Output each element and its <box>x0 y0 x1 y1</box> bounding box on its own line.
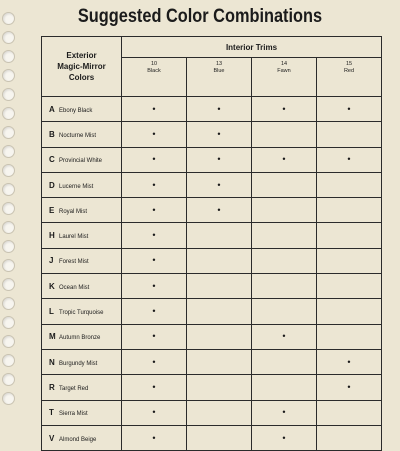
color-name: Ocean Mist <box>59 284 90 291</box>
available-dot: • <box>152 381 156 392</box>
combination-cell <box>122 147 187 172</box>
combination-cell <box>187 248 252 273</box>
available-dot: • <box>152 103 156 114</box>
trim-header <box>317 58 382 97</box>
combination-cell <box>187 349 252 374</box>
combination-cell <box>317 172 382 197</box>
color-code: A <box>49 104 55 114</box>
interior-trims-header: Interior Trims <box>122 37 382 58</box>
combination-cell <box>317 400 382 425</box>
available-dot: • <box>282 103 286 114</box>
color-name: Forest Mist <box>59 259 89 266</box>
trim-number: 14 <box>280 61 288 67</box>
combination-cell <box>252 248 317 273</box>
colors-label: Colors <box>68 73 95 82</box>
color-code: R <box>49 382 55 392</box>
trim-number: 15 <box>345 61 353 67</box>
binder-rings <box>0 0 22 400</box>
available-dot: • <box>347 103 351 114</box>
exterior-color-cell <box>42 324 122 349</box>
available-dot: • <box>217 103 221 114</box>
available-dot: • <box>282 154 286 165</box>
combination-cell <box>317 97 382 122</box>
combination-cell <box>122 375 187 400</box>
binder-hole <box>2 50 15 63</box>
color-code: M <box>49 332 56 342</box>
exterior-color-cell <box>42 274 122 299</box>
color-code: C <box>49 155 55 165</box>
combination-cell <box>252 172 317 197</box>
table-row <box>42 375 382 400</box>
color-code: V <box>49 433 55 443</box>
available-dot: • <box>152 179 156 190</box>
binder-hole <box>2 221 15 234</box>
combination-cell <box>187 198 252 223</box>
exterior-color-cell <box>42 223 122 248</box>
combination-cell <box>252 324 317 349</box>
combination-cell <box>252 299 317 324</box>
combination-cell <box>122 198 187 223</box>
color-combinations-table <box>41 36 382 451</box>
table-row <box>42 223 382 248</box>
available-dot: • <box>217 179 221 190</box>
combination-cell <box>252 425 317 450</box>
available-dot: • <box>347 356 351 367</box>
trim-number: 10 <box>150 61 158 67</box>
combination-cell <box>122 122 187 147</box>
color-name: Laurel Mist <box>59 234 89 241</box>
available-dot: • <box>282 432 286 443</box>
table-row <box>42 349 382 374</box>
combination-cell <box>317 248 382 273</box>
exterior-color-cell <box>42 147 122 172</box>
combination-cell <box>317 375 382 400</box>
available-dot: • <box>152 356 156 367</box>
available-dot: • <box>152 204 156 215</box>
table-row <box>42 172 382 197</box>
binder-hole <box>2 392 15 405</box>
combination-cell <box>122 248 187 273</box>
binder-hole <box>2 31 15 44</box>
table-row <box>42 147 382 172</box>
combination-cell <box>187 274 252 299</box>
available-dot: • <box>152 280 156 291</box>
available-dot: • <box>152 255 156 266</box>
color-code: T <box>49 408 54 418</box>
color-code: L <box>49 307 54 317</box>
magic-mirror-label: Magic-Mirror <box>57 62 106 71</box>
combination-cell <box>317 147 382 172</box>
color-code: B <box>49 129 55 139</box>
combination-cell <box>122 274 187 299</box>
color-name: Nocturne Mist <box>59 132 97 139</box>
color-rows <box>42 97 382 451</box>
trim-header <box>252 58 317 97</box>
exterior-color-cell <box>42 122 122 147</box>
binder-hole <box>2 126 15 139</box>
combination-cell <box>252 400 317 425</box>
combination-cell <box>122 324 187 349</box>
table-row <box>42 97 382 122</box>
exterior-color-cell <box>42 97 122 122</box>
combination-cell <box>187 425 252 450</box>
available-dot: • <box>217 128 221 139</box>
combination-cell <box>252 122 317 147</box>
combination-cell <box>187 299 252 324</box>
table-row <box>42 198 382 223</box>
table-row <box>42 248 382 273</box>
exterior-color-cell <box>42 425 122 450</box>
exterior-color-cell <box>42 198 122 223</box>
color-name: Royal Mist <box>59 208 88 215</box>
combination-cell <box>252 223 317 248</box>
available-dot: • <box>152 331 156 342</box>
color-name: Sierra Mist <box>59 411 88 418</box>
available-dot: • <box>152 128 156 139</box>
combination-cell <box>252 97 317 122</box>
color-name: Lucerne Mist <box>59 183 94 190</box>
trim-header <box>122 58 187 97</box>
exterior-label: Exterior <box>66 51 97 60</box>
binder-hole <box>2 12 15 25</box>
color-name: Tropic Turquoise <box>59 310 104 317</box>
trim-header <box>187 58 252 97</box>
trim-name: Red <box>343 68 355 74</box>
trim-name: Black <box>147 68 161 74</box>
combination-cell <box>317 425 382 450</box>
combination-cell <box>122 349 187 374</box>
binder-hole <box>2 297 15 310</box>
combination-cell <box>187 97 252 122</box>
trim-name: Fawn <box>277 68 291 74</box>
available-dot: • <box>152 154 156 165</box>
trim-name: Blue <box>213 68 225 74</box>
binder-hole <box>2 316 15 329</box>
binder-hole <box>2 69 15 82</box>
combination-cell <box>187 400 252 425</box>
available-dot: • <box>152 407 156 418</box>
color-code: N <box>49 357 55 367</box>
combination-cell <box>122 299 187 324</box>
combination-cell <box>317 324 382 349</box>
combination-cell <box>122 223 187 248</box>
table-row <box>42 299 382 324</box>
combination-cell <box>187 324 252 349</box>
available-dot: • <box>282 407 286 418</box>
combination-cell <box>187 147 252 172</box>
combination-cell <box>252 147 317 172</box>
available-dot: • <box>217 204 221 215</box>
table-row <box>42 400 382 425</box>
exterior-colors-header <box>42 37 122 97</box>
combination-cell <box>317 349 382 374</box>
color-code: H <box>49 231 55 241</box>
exterior-color-cell <box>42 400 122 425</box>
available-dot: • <box>152 230 156 241</box>
combination-cell <box>187 172 252 197</box>
color-name: Target Red <box>59 385 89 392</box>
combination-cell <box>317 274 382 299</box>
combination-cell <box>187 375 252 400</box>
combination-cell <box>252 274 317 299</box>
combination-cell <box>187 223 252 248</box>
exterior-color-cell <box>42 172 122 197</box>
binder-hole <box>2 202 15 215</box>
binder-hole <box>2 259 15 272</box>
exterior-color-cell <box>42 375 122 400</box>
trim-number: 13 <box>215 61 223 67</box>
combination-cell <box>317 299 382 324</box>
color-code: E <box>49 205 55 215</box>
table-row <box>42 122 382 147</box>
table-row <box>42 425 382 450</box>
combination-cell <box>252 198 317 223</box>
color-code: J <box>49 256 54 266</box>
combination-cell <box>317 198 382 223</box>
combination-cell <box>122 425 187 450</box>
binder-hole <box>2 240 15 253</box>
color-name: Autumn Bronze <box>59 335 101 342</box>
available-dot: • <box>217 154 221 165</box>
combination-cell <box>122 97 187 122</box>
exterior-color-cell <box>42 349 122 374</box>
color-name: Ebony Black <box>59 107 93 114</box>
color-name: Burgundy Mist <box>59 360 98 367</box>
binder-hole <box>2 335 15 348</box>
binder-hole <box>2 354 15 367</box>
color-code: K <box>49 281 55 291</box>
combination-cell <box>187 122 252 147</box>
exterior-color-cell <box>42 299 122 324</box>
available-dot: • <box>282 331 286 342</box>
color-code: D <box>49 180 55 190</box>
binder-hole <box>2 107 15 120</box>
color-name: Almond Beige <box>59 436 97 443</box>
table-row <box>42 274 382 299</box>
combination-cell <box>122 172 187 197</box>
available-dot: • <box>152 306 156 317</box>
combination-cell <box>252 349 317 374</box>
available-dot: • <box>347 154 351 165</box>
binder-hole <box>2 373 15 386</box>
binder-hole <box>2 164 15 177</box>
binder-hole <box>2 145 15 158</box>
combination-cell <box>122 400 187 425</box>
available-dot: • <box>347 381 351 392</box>
combination-cell <box>252 375 317 400</box>
page-title: Suggested Color Combinations <box>77 6 323 27</box>
binder-hole <box>2 278 15 291</box>
combination-cell <box>317 122 382 147</box>
color-name: Provincial White <box>59 158 103 165</box>
combination-cell <box>317 223 382 248</box>
binder-hole <box>2 183 15 196</box>
available-dot: • <box>152 432 156 443</box>
binder-hole <box>2 88 15 101</box>
exterior-color-cell <box>42 248 122 273</box>
table-row <box>42 324 382 349</box>
